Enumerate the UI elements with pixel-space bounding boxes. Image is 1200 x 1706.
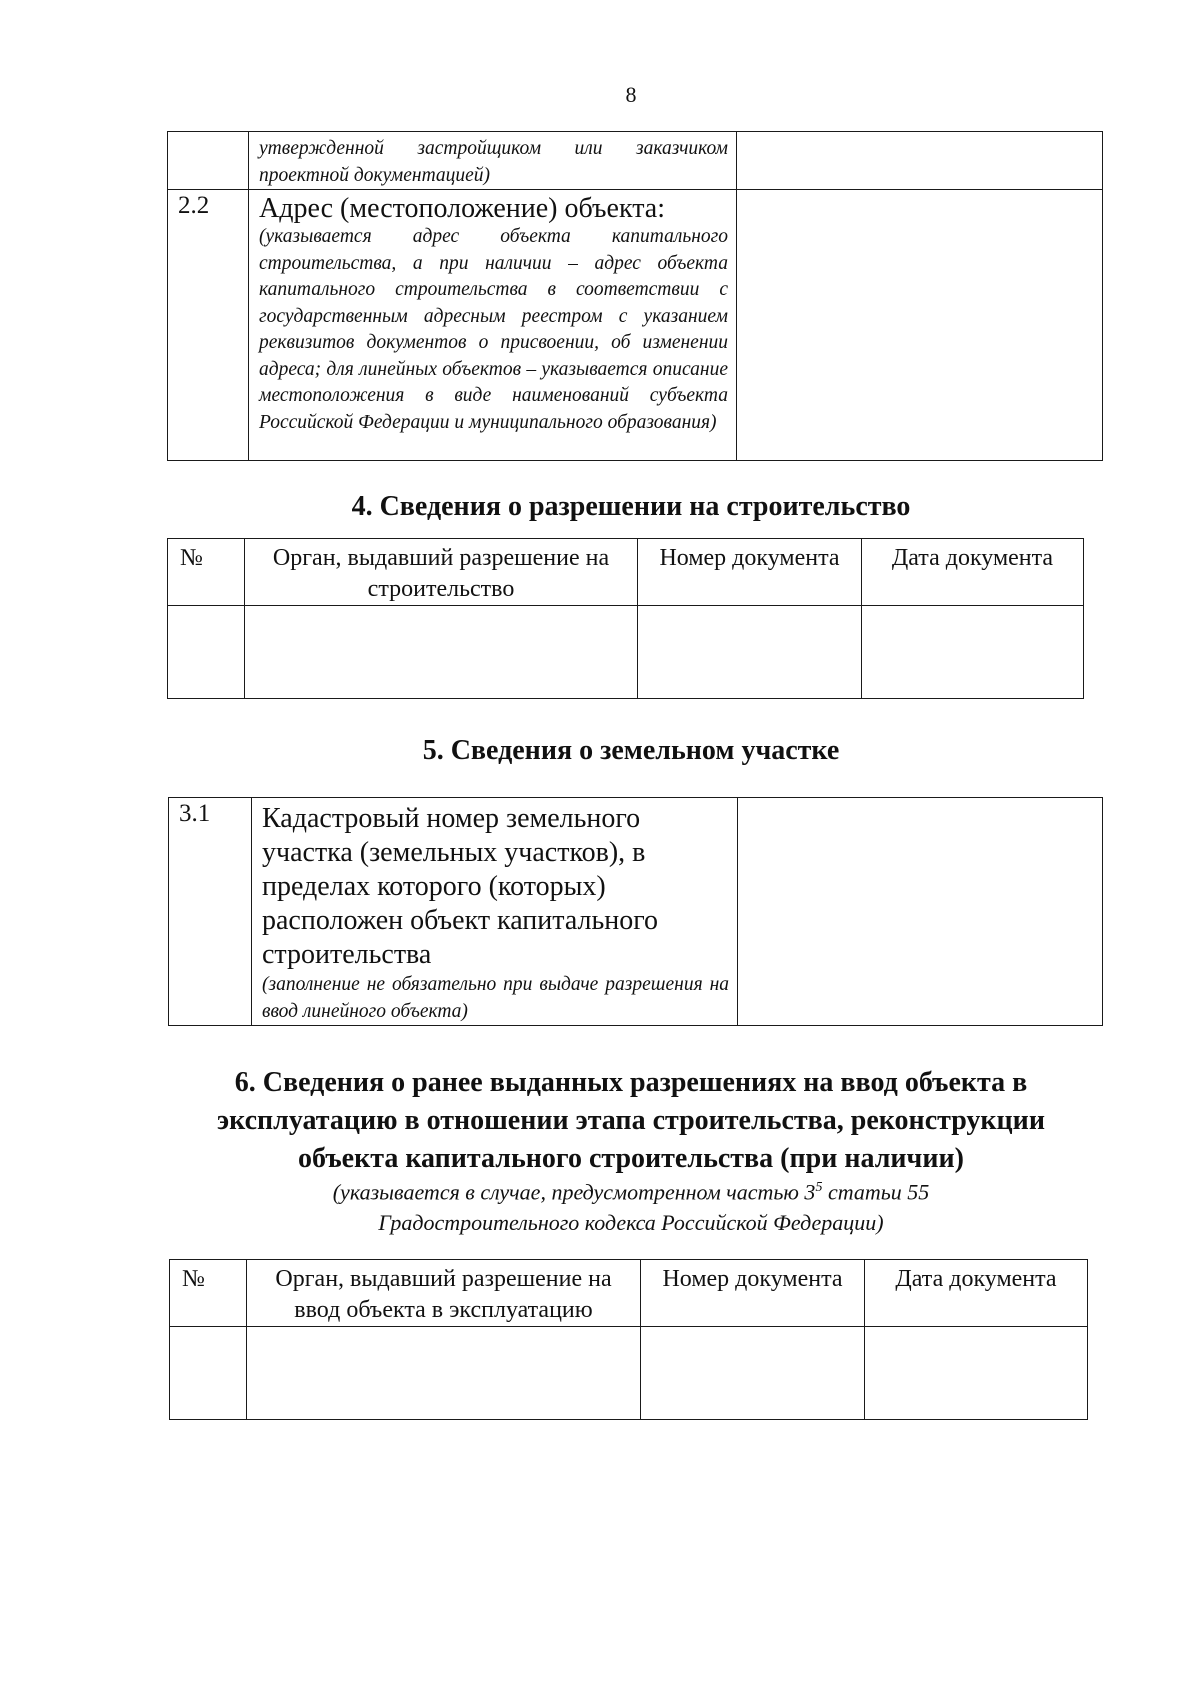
empty-cell xyxy=(245,606,638,699)
address-title: Адрес (местоположение) объекта: xyxy=(259,193,665,224)
permit-table xyxy=(167,538,1084,699)
address-note: (указывается адрес объекта капитального строительства, а при наличии – адрес объекта капитального строительства в соответствии с государственным адресным реестром с указанием реквизитов документов о присвоении, об изменении адреса; для линейных объектов – указывается описание местоположения в виде наименований субъекта Российской Федерации и муниципального образования) xyxy=(259,226,728,433)
table-row xyxy=(168,190,1103,461)
section-6-note-sup: 5 xyxy=(815,1180,823,1195)
address-cell xyxy=(249,190,737,461)
section-6-note xyxy=(0,1172,1200,1238)
section-6-title: 6. Сведения о ранее выданных разрешениях на ввод объекта в эксплуатацию в отношении этапа строительства, реконструкции объекта капитального строительства (при наличии) xyxy=(217,1067,1045,1174)
section-6-note-text-end: статьи 55 Градостроительного кодекса Российской Федерации) xyxy=(378,1179,930,1236)
table-row xyxy=(168,606,1084,699)
header-doc-date: Дата документа xyxy=(862,539,1084,606)
section-6-note-text: (указывается в случае, предусмотренном частью 3 xyxy=(332,1179,816,1205)
cadastral-label: Кадастровый номер земельного участка (земельных участков), в пределах которого (которых) расположен объект капитального строительства xyxy=(262,803,659,970)
table-row xyxy=(169,798,1103,1026)
table-header-row xyxy=(168,539,1084,606)
table-row xyxy=(168,132,1103,190)
cadastral-note: (заполнение не обязательно при выдаче разрешения на ввод линейного объекта) xyxy=(262,974,729,1022)
header-doc-date: Дата документа xyxy=(865,1260,1088,1327)
section-4-title: 4. Сведения о разрешении на строительство xyxy=(351,491,911,522)
object-address-table xyxy=(167,131,1103,461)
row-number: 2.2 xyxy=(168,190,249,461)
value-cell xyxy=(738,798,1103,1026)
empty-cell xyxy=(865,1327,1088,1420)
page-number: 8 xyxy=(625,82,637,107)
empty-cell xyxy=(641,1327,865,1420)
land-plot-table xyxy=(168,797,1103,1026)
empty-cell xyxy=(170,1327,247,1420)
header-doc-number: Номер документа xyxy=(638,539,862,606)
empty-cell xyxy=(862,606,1084,699)
cadastral-cell xyxy=(252,798,738,1026)
section-5-title: 5. Сведения о земельном участке xyxy=(422,735,840,766)
continuation-note: утвержденной застройщиком или заказчиком проектной документацией) xyxy=(249,132,737,190)
empty-cell xyxy=(247,1327,641,1420)
value-cell xyxy=(737,190,1103,461)
commissioning-permits-table xyxy=(169,1259,1088,1420)
header-num: № xyxy=(168,539,245,606)
num-cell xyxy=(168,132,249,190)
header-organ: Орган, выдавший разрешение на ввод объекта в эксплуатацию xyxy=(247,1260,641,1327)
row-number: 3.1 xyxy=(169,798,252,1026)
table-row xyxy=(170,1327,1088,1420)
empty-cell xyxy=(168,606,245,699)
header-num: № xyxy=(170,1260,247,1327)
table-header-row xyxy=(170,1260,1088,1327)
value-cell xyxy=(737,132,1103,190)
header-doc-number: Номер документа xyxy=(641,1260,865,1327)
header-organ: Орган, выдавший разрешение на строительство xyxy=(245,539,638,606)
empty-cell xyxy=(638,606,862,699)
